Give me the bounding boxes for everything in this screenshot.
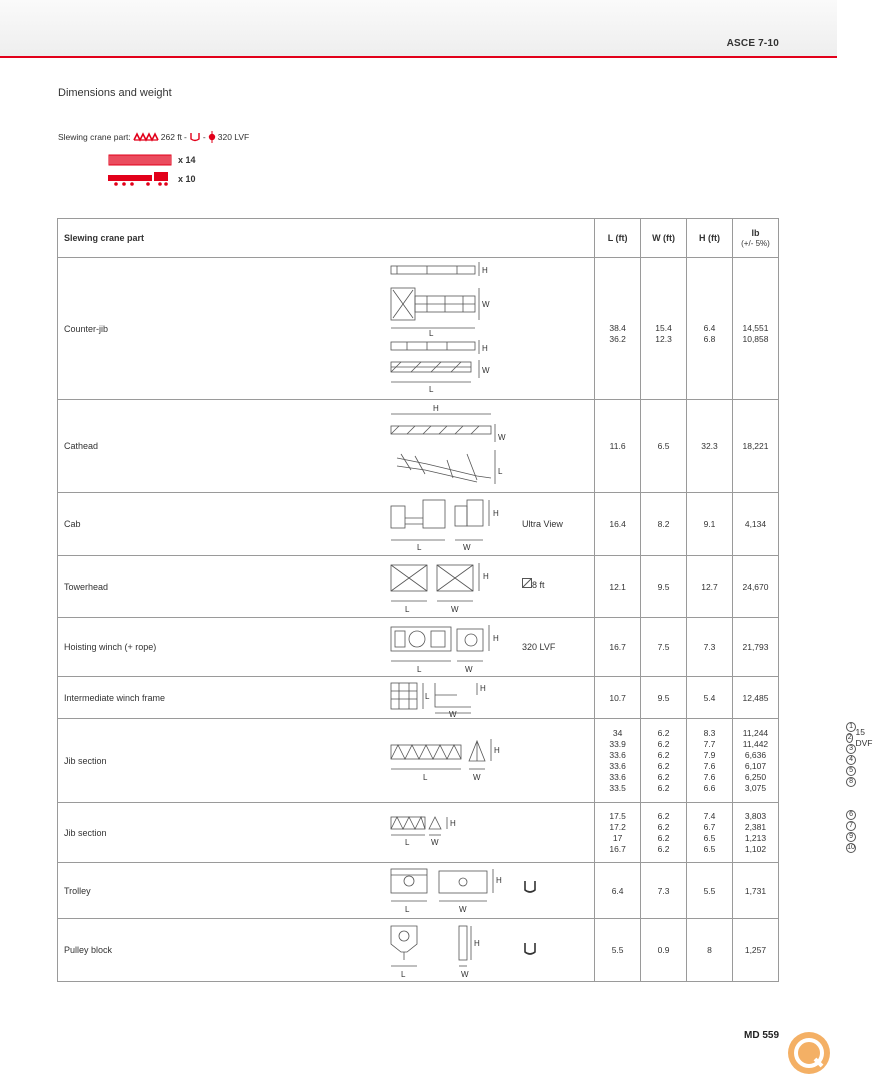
row-name-towerhead: Towerhead: [58, 556, 382, 618]
cell-l: 17.5: [609, 810, 626, 821]
cell-w: 6.2: [657, 782, 670, 793]
row-name-jib-section: Jib section: [58, 719, 382, 803]
cell-w: 6.2: [657, 760, 670, 771]
container-icon: [108, 154, 172, 166]
pulley-block-drawing: [387, 922, 517, 980]
dim-l-label: L: [425, 692, 430, 701]
dim-h-label: H: [480, 684, 486, 693]
cathead-drawing: [387, 404, 517, 490]
config-separator: -: [184, 132, 187, 142]
dim-h-label: H: [494, 746, 500, 755]
mark-8: 8: [846, 777, 856, 787]
dim-h-label: H: [496, 876, 502, 885]
cell-w: 6.2: [657, 727, 670, 738]
dim-h-label: H: [483, 572, 489, 581]
cell-lb: 1,213: [744, 832, 767, 843]
config-prefix: Slewing crane part:: [58, 132, 131, 142]
cell-w: 6.2: [657, 821, 670, 832]
cell-l: 34: [612, 727, 623, 738]
table-row: [58, 493, 779, 556]
cell-l: 5.5: [595, 919, 641, 982]
watermark-logo-icon: [786, 1030, 832, 1076]
cell-w: 6.2: [657, 843, 670, 854]
hook-icon: [522, 879, 538, 895]
dim-w-label: W: [451, 605, 459, 614]
cell-w: 6.2: [657, 749, 670, 760]
legend-container-count: x 14: [178, 155, 196, 165]
row-name-cathead: Cathead: [58, 400, 382, 493]
dim-l-label: L: [401, 970, 406, 979]
mark-3: 3: [846, 744, 856, 754]
intermediate-frame-figure: [381, 677, 595, 719]
cell-w: 9.5: [641, 677, 687, 719]
cell-h: 6.7: [703, 821, 716, 832]
cab-figure: [381, 493, 595, 556]
table-row: [58, 677, 779, 719]
dim-w-label: W: [461, 970, 469, 979]
towerhead-figure: [381, 556, 595, 618]
dim-h-label: H: [493, 634, 499, 643]
dim-h-label: H: [482, 266, 488, 275]
model-label: MD 559: [743, 1030, 779, 1041]
dim-l-label: L: [405, 905, 410, 914]
row-name-pulley-block: Pulley block: [58, 919, 382, 982]
cell-h: 12.7: [687, 556, 733, 618]
mark-9: 9: [846, 832, 856, 842]
cell-lb: 1,731: [732, 863, 778, 919]
legend-truck: [108, 172, 196, 186]
cell-w: 7.3: [641, 863, 687, 919]
cell-w: 12.3: [655, 334, 672, 344]
header-bar: [0, 0, 837, 58]
header-w: W (ft): [641, 219, 687, 258]
cell-w: 9.5: [641, 556, 687, 618]
cell-w: 6.5: [641, 400, 687, 493]
cell-l: 10.7: [595, 677, 641, 719]
list-item: [846, 809, 858, 820]
config-winch: 320 LVF: [217, 132, 250, 142]
dim-l-label: L: [429, 329, 434, 338]
table-row: [58, 400, 779, 493]
cell-h: 32.3: [687, 400, 733, 493]
hoisting-winch-note: 320 LVF: [522, 642, 556, 652]
cell-h: 7.6: [703, 771, 716, 782]
dim-h-label: H: [433, 404, 439, 413]
mark-10: 10: [847, 843, 855, 851]
jib-icon: [133, 133, 159, 141]
cell-lb: 24,670: [732, 556, 778, 618]
table-row: [58, 556, 779, 618]
winch-icon: [208, 131, 216, 143]
header-lb: [732, 219, 778, 258]
towerhead-note: [522, 578, 545, 590]
legend-truck-count: x 10: [178, 174, 196, 184]
cell-lb: 6,636: [744, 749, 767, 760]
list-item: [846, 765, 875, 776]
cell-lb: 1,257: [732, 919, 778, 982]
header-h: H (ft): [687, 219, 733, 258]
header-lb-unit: lb: [751, 228, 760, 238]
cab-drawing: [387, 496, 517, 554]
dim-l-label: L: [417, 665, 422, 674]
mark-7: 7: [846, 821, 856, 831]
row-name-cab: Cab: [58, 493, 382, 556]
cell-lb: 14,551: [742, 323, 769, 333]
cell-h: 8: [687, 919, 733, 982]
cab-note: Ultra View: [522, 519, 563, 529]
cell-h: 7.3: [687, 618, 733, 677]
list-item: [846, 831, 858, 842]
cell-l: 16.7: [595, 618, 641, 677]
jib-section-2-drawing: [387, 813, 517, 853]
cell-lb: 3,075: [744, 782, 767, 793]
cell-lb: 10,858: [742, 334, 769, 344]
dim-h-label: H: [450, 819, 456, 828]
table-row: [58, 919, 779, 982]
cell-lb: 11,442: [742, 738, 769, 749]
pulley-block-figure: [381, 919, 595, 982]
dim-w-label: W: [449, 710, 457, 719]
config-separator-2: -: [202, 132, 206, 142]
row-name-jib-section-2: Jib section: [58, 803, 382, 863]
legend-container: [108, 154, 196, 166]
cathead-figure: [381, 400, 595, 493]
dim-w-label: W: [498, 433, 506, 442]
table-header-row: [58, 219, 779, 258]
header-part: Slewing crane part: [58, 219, 595, 258]
cell-lb: 4,134: [732, 493, 778, 556]
jib-note: 15 DVF: [855, 726, 873, 748]
cell-h: 6.5: [703, 843, 716, 854]
cell-lb: 18,221: [732, 400, 778, 493]
cell-h: 5.5: [687, 863, 733, 919]
trolley-drawing: [387, 865, 517, 917]
cell-h: 6.4: [703, 323, 716, 333]
mast-section-icon: [522, 578, 532, 588]
header-lb-tolerance: (+/- 5%): [741, 239, 770, 248]
list-item: [846, 776, 875, 787]
cell-l: 33.6: [609, 771, 626, 782]
hoisting-winch-figure: [381, 618, 595, 677]
cell-l: 12.1: [595, 556, 641, 618]
dim-w-label: W: [459, 905, 467, 914]
cell-h: 7.7: [703, 738, 716, 749]
cell-lb: 1,102: [744, 843, 767, 854]
table-row: [58, 803, 779, 863]
dim-w-label: W: [473, 773, 481, 782]
mark-6: 6: [846, 810, 856, 820]
cell-l: 11.6: [595, 400, 641, 493]
dim-w-label: W: [465, 665, 473, 674]
cell-w: 0.9: [641, 919, 687, 982]
section-title: Dimensions and weight: [58, 87, 172, 99]
jib-mark-list: [846, 721, 875, 787]
dimensions-table: [57, 218, 873, 982]
towerhead-drawing: [387, 559, 517, 617]
cell-l: 16.4: [595, 493, 641, 556]
dim-w-label: W: [482, 300, 490, 309]
cell-w: 6.2: [657, 810, 670, 821]
counter-jib-drawing: [387, 262, 517, 396]
cell-h: 5.4: [687, 677, 733, 719]
cell-l: 17.2: [609, 821, 626, 832]
list-item: [846, 842, 858, 853]
truck-icon: [108, 172, 172, 186]
list-item: [846, 754, 875, 765]
intermediate-frame-drawing: [387, 679, 517, 718]
jib-section-drawing: [387, 733, 517, 795]
jib-mark-list-2: [846, 809, 858, 853]
mark-5: 5: [846, 766, 856, 776]
cell-h: 6.5: [703, 832, 716, 843]
hoisting-winch-drawing: [387, 621, 517, 676]
cell-w: 6.2: [657, 738, 670, 749]
cell-h: 9.1: [687, 493, 733, 556]
dim-w-label: W: [463, 543, 471, 552]
cell-w: 6.2: [657, 771, 670, 782]
dim-l-label: L: [417, 543, 422, 552]
dim-l-label: L: [405, 838, 410, 847]
dim-l-label: L: [405, 605, 410, 614]
cell-l: 16.7: [609, 843, 626, 854]
cell-w: 15.4: [655, 323, 672, 333]
cell-h: 8.3: [703, 727, 716, 738]
trolley-figure: [381, 863, 595, 919]
cell-w: 6.2: [657, 832, 670, 843]
row-name-hoisting-winch: Hoisting winch (+ rope): [58, 618, 382, 677]
dim-h-label: H: [493, 509, 499, 518]
dim-l-label: L: [423, 773, 428, 782]
list-item: [846, 726, 875, 748]
cell-l: 17: [612, 832, 623, 843]
cell-h: 7.4: [703, 810, 716, 821]
config-line: [58, 131, 249, 143]
cell-h: 7.9: [703, 749, 716, 760]
table-row: [58, 618, 779, 677]
table-row: [58, 863, 779, 919]
dim-h-label: H: [474, 939, 480, 948]
dim-l-label: L: [498, 467, 503, 476]
list-item: [846, 820, 858, 831]
header-l: L (ft): [595, 219, 641, 258]
cell-lb: 6,250: [744, 771, 767, 782]
cell-h: 6.8: [703, 334, 716, 344]
cell-l: 33.6: [609, 760, 626, 771]
towerhead-note-text: 8 ft: [532, 580, 545, 590]
cell-h: 6.6: [703, 782, 716, 793]
table-row: [58, 258, 779, 400]
cell-lb: 2,381: [744, 821, 767, 832]
counter-jib-figure: [381, 258, 595, 400]
cell-l: 6.4: [595, 863, 641, 919]
standard-label: ASCE 7-10: [726, 38, 779, 49]
table-row: [58, 719, 779, 803]
dim-l-label: L: [429, 385, 434, 394]
cell-l: 33.5: [609, 782, 626, 793]
cell-lb: 21,793: [732, 618, 778, 677]
cell-w: 7.5: [641, 618, 687, 677]
row-name-intermediate-winch-frame: Intermediate winch frame: [58, 677, 382, 719]
cell-lb: 3,803: [744, 810, 767, 821]
cell-w: 8.2: [641, 493, 687, 556]
cell-l: 38.4: [609, 323, 626, 333]
config-jib-length: 262 ft: [160, 132, 183, 142]
row-name-counter-jib: Counter-jib: [58, 258, 382, 400]
cell-l: 33.9: [609, 738, 626, 749]
hook-icon: [189, 132, 201, 142]
hook-icon: [522, 941, 538, 957]
cell-lb: 12,485: [732, 677, 778, 719]
dim-h-label: H: [482, 344, 488, 353]
cell-l: 33.6: [609, 749, 626, 760]
dim-w-label: W: [431, 838, 439, 847]
mark-4: 4: [846, 755, 856, 765]
dim-w-label: W: [482, 366, 490, 375]
cell-h: 7.6: [703, 760, 716, 771]
cell-l: 36.2: [609, 334, 626, 344]
mark-1: 1: [846, 722, 856, 732]
mark-2: 2: [847, 733, 852, 741]
cell-lb: 11,244: [742, 727, 769, 738]
row-name-trolley: Trolley: [58, 863, 382, 919]
cell-lb: 6,107: [744, 760, 767, 771]
